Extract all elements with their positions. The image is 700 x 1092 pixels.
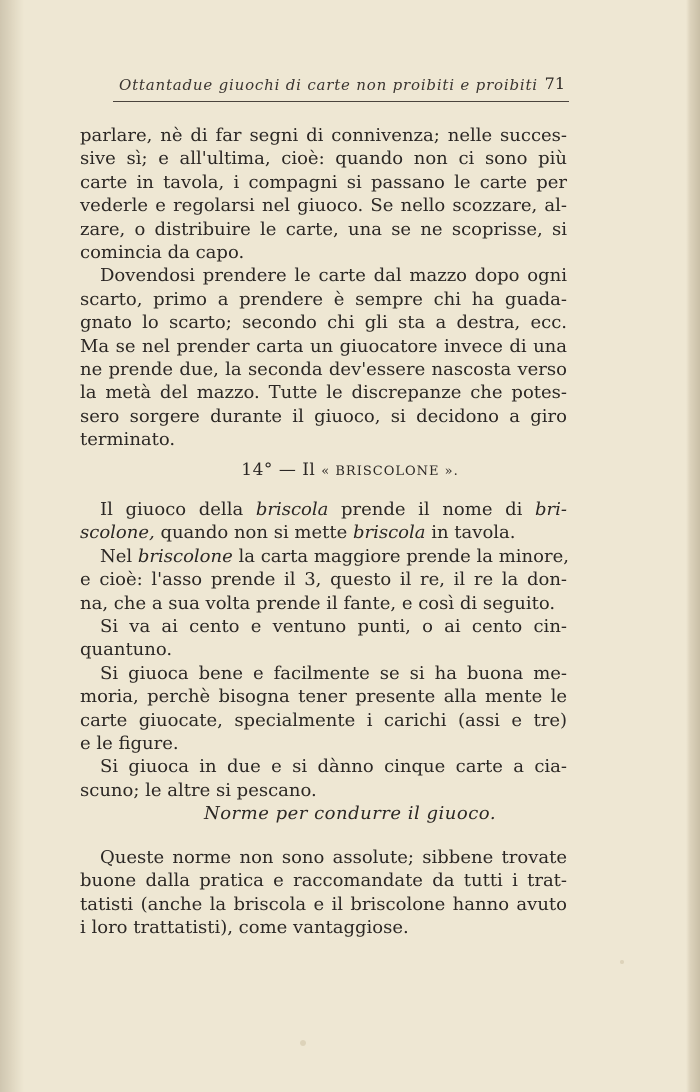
text-line: Queste norme non sono assolute; sibbene trovate — [100, 847, 567, 868]
text-line: ne prende due, la seconda dev'essere nascosta verso — [80, 358, 567, 380]
section-dash: — — [278, 460, 297, 480]
text-line: Ma se nel prender carta un giuocatore invece di una — [80, 335, 567, 357]
text-line: Si giuoca bene e facilmente se si ha buona me- — [100, 662, 567, 684]
section-number: 14° — [241, 460, 273, 480]
running-head-title: Ottantadue giuochi di carte non proibiti e proibiti — [119, 76, 538, 94]
text-line: sive sì; e all'ultima, cioè: quando non ci sono più — [80, 148, 567, 170]
text-line: la metà del mazzo. Tutte le discrepanze che potes- — [80, 382, 567, 404]
text-line: Si giuoca in due e si dànno cinque carte a cia- — [100, 756, 567, 778]
page-number: 71 — [544, 74, 565, 93]
text-line: comincia da capo. — [80, 241, 245, 263]
page-edge-shadow — [0, 0, 24, 1092]
text-line: carte in tavola, i compagni si passano le carte per — [80, 171, 567, 193]
text-line: moria, perchè bisogna tener presente alla mente le — [80, 686, 567, 708]
text-line: zare, o distribuire le carte, una se ne scoprisse, si — [80, 218, 567, 240]
text-line: sero sorgere durante il giuoco, si decidono a giro — [80, 405, 567, 427]
text-line: terminato. — [80, 429, 176, 451]
text-line: vederle e regolarsi nel giuoco. Se nello scozzare, al- — [80, 195, 567, 217]
paper-spot — [300, 1040, 306, 1046]
section-title: « BRISCOLONE ». — [321, 464, 459, 479]
text-line: e le figure. — [80, 732, 179, 754]
text-line: Si va ai cento e ventuno punti, o ai cento cin- — [100, 615, 567, 637]
section-article: Il — [302, 460, 316, 480]
body-text-middle — [80, 498, 567, 802]
text-line: parlare, nè di far segni di connivenza; nelle succes- — [80, 125, 567, 146]
text-line: gnato lo scarto; secondo chi gli sta a destra, ecc. — [80, 312, 567, 334]
text-line: tatisti (anche la briscola e il briscolone hanno avuto — [80, 893, 567, 915]
text-line: buone dalla pratica e raccomandate da tutti i trat- — [80, 870, 567, 892]
text-line: quantuno. — [80, 639, 173, 661]
text-line: na, che a sua volta prende il fante, e così di seguito. — [80, 592, 556, 614]
text-line: scuno; le altre si pescano. — [80, 779, 317, 801]
page-gutter — [686, 0, 700, 1092]
text-line: Dovendosi prendere le carte dal mazzo dopo ogni — [100, 265, 567, 287]
body-text-bottom — [80, 846, 567, 940]
body-text-top — [80, 124, 567, 451]
subheading: Norme per condurre il giuoco. — [203, 803, 497, 824]
running-header — [113, 74, 569, 102]
header-rule — [113, 101, 569, 102]
text-line: scarto, primo a prendere è sempre chi ha guada- — [80, 288, 567, 310]
text-line: e cioè: l'asso prende il 3, questo il re, il re la don- — [80, 569, 567, 591]
text-line: i loro trattatisti), come vantaggiose. — [80, 917, 409, 939]
text-line: scolone, quando non si mette briscola in tavola. — [80, 522, 516, 544]
section-heading — [0, 460, 700, 480]
text-line: Il giuoco della briscola prende il nome di bri- — [100, 499, 567, 520]
text-line: Nel briscolone la carta maggiore prende la minore, — [100, 545, 569, 567]
text-line: carte giuocate, specialmente i carichi (assi e tre) — [80, 709, 567, 731]
paper-spot — [620, 960, 624, 964]
